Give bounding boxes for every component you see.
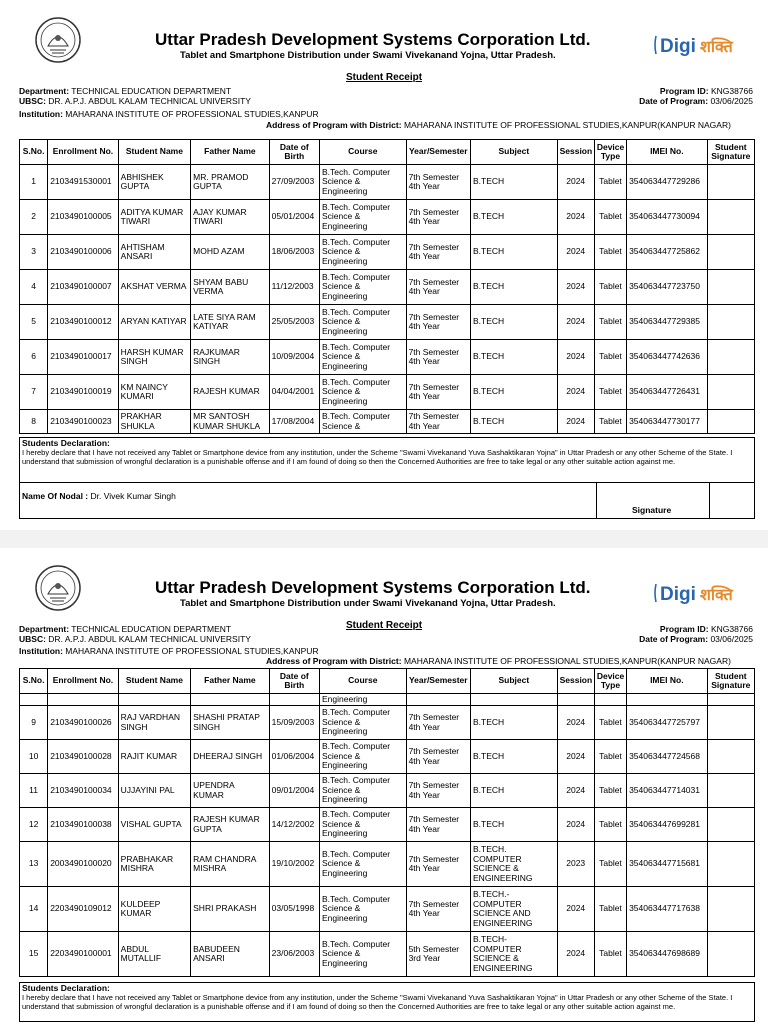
table-cell: 2103490100028 <box>48 740 118 774</box>
table-cell: 2103490100007 <box>48 270 118 305</box>
table-cell: B.TECH <box>471 808 558 842</box>
table-cell: 2103490100005 <box>48 200 118 235</box>
table-cell <box>406 694 470 706</box>
table-cell: 14/12/2002 <box>269 808 319 842</box>
table-cell: UPENDRA KUMAR <box>191 774 270 808</box>
table-row <box>20 740 755 774</box>
table-cell: 23/06/2003 <box>269 932 319 977</box>
table-cell: B.TECH <box>471 235 558 270</box>
column-header: Year/Semester <box>406 669 470 694</box>
table-cell: 354063447724568 <box>627 740 708 774</box>
student-table <box>19 139 755 434</box>
digishakti-logo <box>652 28 752 62</box>
table-header-row <box>20 140 755 165</box>
table-cell: B.TECH <box>471 165 558 200</box>
table-row <box>20 410 755 434</box>
table-cell: 11/12/2003 <box>269 270 319 305</box>
table-cell: 7 <box>20 375 48 410</box>
table-cell: 354063447715681 <box>627 842 708 887</box>
table-cell: B.Tech. Computer Science & Engineering <box>320 165 407 200</box>
table-row <box>20 694 755 706</box>
table-cell: 2024 <box>557 375 594 410</box>
table-cell: 3 <box>20 235 48 270</box>
column-header: IMEI No. <box>627 669 708 694</box>
table-cell: 2024 <box>557 200 594 235</box>
table-cell: 7th Semester 4th Year <box>406 200 470 235</box>
table-row <box>20 774 755 808</box>
table-cell: 12 <box>20 808 48 842</box>
table-cell: 354063447698689 <box>627 932 708 977</box>
table-cell: 5th Semester 3rd Year <box>406 932 470 977</box>
table-cell: RAJIT KUMAR <box>118 740 190 774</box>
table-cell: Engineering <box>320 694 407 706</box>
up-government-emblem-icon <box>34 16 82 64</box>
table-cell: 2203490109012 <box>48 887 118 932</box>
table-cell: 2024 <box>557 270 594 305</box>
table-cell: 5 <box>20 305 48 340</box>
table-cell: B.TECH <box>471 375 558 410</box>
table-cell: 27/09/2003 <box>269 165 319 200</box>
table-cell: ABDUL MUTALLIF <box>118 932 190 977</box>
table-cell: KM NAINCY KUMARI <box>118 375 190 410</box>
table-cell: B.Tech. Computer Science & Engineering <box>320 706 407 740</box>
table-cell: 7th Semester 4th Year <box>406 887 470 932</box>
table-cell <box>707 842 754 887</box>
table-row <box>20 235 755 270</box>
table-cell: 13 <box>20 842 48 887</box>
ubsc-line: UBSC: DR. A.P.J. ABDUL KALAM TECHNICAL UNIVERSITY <box>19 634 251 644</box>
table-cell <box>707 740 754 774</box>
table-cell: Tablet <box>594 235 626 270</box>
table-cell: MR. PRAMOD GUPTA <box>191 165 270 200</box>
table-row <box>20 887 755 932</box>
table-cell: 2203490100001 <box>48 932 118 977</box>
table-cell <box>707 200 754 235</box>
column-header: Father Name <box>191 140 270 165</box>
table-cell: 18/06/2003 <box>269 235 319 270</box>
table-cell <box>557 694 594 706</box>
table-cell: 2024 <box>557 887 594 932</box>
column-header: Date of Birth <box>269 140 319 165</box>
table-cell: 2024 <box>557 740 594 774</box>
students-declaration <box>19 437 755 483</box>
table-cell: 2103490100038 <box>48 808 118 842</box>
address-line: Address of Program with District: MAHARANA INSTITUTE OF PROFESSIONAL STUDIES,KANPUR(KANPUR NAGAR) <box>266 656 731 666</box>
column-header: Father Name <box>191 669 270 694</box>
table-cell: 354063447723750 <box>627 270 708 305</box>
table-cell: UJJAYINI PAL <box>118 774 190 808</box>
table-cell: 354063447717638 <box>627 887 708 932</box>
table-cell <box>471 694 558 706</box>
declaration-text: I hereby declare that I have not received any Tablet or Smartphone device from any institution, under the Scheme "Swami Vivekanand Yuva Sashaktikaran Yojna" in Uttar Pradesh or any other Scheme of the State. I understand that submission of wrongful declaration is a punishable offense and if I am found of doing so then the Concerned Authorities are free to take legal or any other suitable action against me. <box>22 993 733 1011</box>
table-row <box>20 270 755 305</box>
column-header: Device Type <box>594 669 626 694</box>
table-cell: 7th Semester 4th Year <box>406 842 470 887</box>
table-cell: 2024 <box>557 932 594 977</box>
column-header: Student Name <box>118 669 190 694</box>
receipt-title: Student Receipt <box>345 620 423 631</box>
table-row <box>20 842 755 887</box>
table-cell: ADITYA KUMAR TIWARI <box>118 200 190 235</box>
svg-text:शक्ति: शक्ति <box>700 37 733 56</box>
table-cell: RAJKUMAR SINGH <box>191 340 270 375</box>
department-line: Department: TECHNICAL EDUCATION DEPARTMENT <box>19 86 232 96</box>
table-body <box>20 165 755 434</box>
column-header: Session <box>557 140 594 165</box>
table-cell: Tablet <box>594 774 626 808</box>
table-cell: ARYAN KATIYAR <box>118 305 190 340</box>
table-cell: B.TECH. COMPUTER SCIENCE & ENGINEERING <box>471 842 558 887</box>
table-cell: HARSH KUMAR SINGH <box>118 340 190 375</box>
table-cell: 7th Semester 4th Year <box>406 774 470 808</box>
table-cell: AHTISHAM ANSARI <box>118 235 190 270</box>
table-cell: 04/04/2001 <box>269 375 319 410</box>
nodal-block <box>19 483 755 519</box>
table-cell: B.TECH <box>471 305 558 340</box>
receipt-title: Student Receipt <box>345 72 423 83</box>
table-cell: ABHISHEK GUPTA <box>118 165 190 200</box>
table-cell: 2024 <box>557 165 594 200</box>
table-cell: B.TECH <box>471 270 558 305</box>
table-cell: RAM CHANDRA MISHRA <box>191 842 270 887</box>
table-cell: BABUDEEN ANSARI <box>191 932 270 977</box>
table-cell: SHASHI PRATAP SINGH <box>191 706 270 740</box>
table-row <box>20 932 755 977</box>
table-cell: B.Tech. Computer Science & Engineering <box>320 270 407 305</box>
table-cell: SHYAM BABU VERMA <box>191 270 270 305</box>
table-cell: B.TECH <box>471 706 558 740</box>
table-cell <box>20 694 48 706</box>
signature-label: Signature <box>632 505 672 515</box>
table-cell: 2024 <box>557 808 594 842</box>
table-cell: Tablet <box>594 165 626 200</box>
table-cell: 7th Semester 4th Year <box>406 808 470 842</box>
table-cell: 2103491530001 <box>48 165 118 200</box>
table-cell: 14 <box>20 887 48 932</box>
table-cell: B.Tech. Computer Science & Engineering <box>320 932 407 977</box>
table-cell: PRABHAKAR MISHRA <box>118 842 190 887</box>
table-cell <box>707 305 754 340</box>
institution-line: Institution: MAHARANA INSTITUTE OF PROFESSIONAL STUDIES,KANPUR <box>19 109 319 119</box>
table-cell: SHRI PRAKASH <box>191 887 270 932</box>
table-cell <box>707 410 754 434</box>
page-header <box>0 0 768 66</box>
table-cell: 09/01/2004 <box>269 774 319 808</box>
table-cell: AKSHAT VERMA <box>118 270 190 305</box>
column-header: Student Signature <box>707 140 754 165</box>
column-header: Device Type <box>594 140 626 165</box>
table-cell: 17/08/2004 <box>269 410 319 434</box>
table-cell: 7th Semester 4th Year <box>406 740 470 774</box>
svg-text:Digi: Digi <box>660 36 696 57</box>
column-header: Date of Birth <box>269 669 319 694</box>
declaration-title: Students Declaration: <box>22 438 110 448</box>
table-cell <box>707 235 754 270</box>
table-cell: 01/06/2004 <box>269 740 319 774</box>
table-cell: MOHD AZAM <box>191 235 270 270</box>
table-cell: RAJ VARDHAN SINGH <box>118 706 190 740</box>
table-cell: Tablet <box>594 305 626 340</box>
table-cell: Tablet <box>594 270 626 305</box>
table-cell: 2024 <box>557 706 594 740</box>
table-cell: 2003490100020 <box>48 842 118 887</box>
table-cell: 7th Semester 4th Year <box>406 340 470 375</box>
department-line: Department: TECHNICAL EDUCATION DEPARTMENT <box>19 624 232 634</box>
column-header: S.No. <box>20 669 48 694</box>
table-cell: 354063447699281 <box>627 808 708 842</box>
table-cell: 2103490100019 <box>48 375 118 410</box>
table-cell: 9 <box>20 706 48 740</box>
table-cell: 354063447742636 <box>627 340 708 375</box>
table-cell: 2024 <box>557 410 594 434</box>
students-declaration <box>19 982 755 1022</box>
table-cell: RAJESH KUMAR GUPTA <box>191 808 270 842</box>
table-cell: Tablet <box>594 410 626 434</box>
table-cell: B.Tech. Computer Science & <box>320 410 407 434</box>
table-cell: 19/10/2002 <box>269 842 319 887</box>
table-cell: 2024 <box>557 774 594 808</box>
table-cell <box>118 694 190 706</box>
org-title: Uttar Pradesh Development Systems Corporation Ltd. <box>155 578 591 597</box>
table-cell: B.TECH- COMPUTER SCIENCE & ENGINEERING <box>471 932 558 977</box>
page-separator <box>0 530 768 548</box>
table-cell: 2023 <box>557 842 594 887</box>
table-row <box>20 808 755 842</box>
table-cell: 2103490100026 <box>48 706 118 740</box>
table-cell: Tablet <box>594 706 626 740</box>
table-cell: B.TECH.- COMPUTER SCIENCE AND ENGINEERING <box>471 887 558 932</box>
table-cell: 10/09/2004 <box>269 340 319 375</box>
table-cell <box>707 165 754 200</box>
table-cell: B.TECH <box>471 774 558 808</box>
table-cell: B.TECH <box>471 340 558 375</box>
table-cell <box>269 694 319 706</box>
program-subtitle: Tablet and Smartphone Distribution under Swami Vivekanand Yojna, Uttar Pradesh. <box>180 50 556 61</box>
table-cell: VISHAL GUPTA <box>118 808 190 842</box>
table-cell: B.Tech. Computer Science & Engineering <box>320 842 407 887</box>
column-header: Enrollment No. <box>48 669 118 694</box>
table-cell: 2024 <box>557 235 594 270</box>
table-cell: 05/01/2004 <box>269 200 319 235</box>
svg-text:Digi: Digi <box>660 584 696 605</box>
table-cell: 1 <box>20 165 48 200</box>
table-cell: 354063447726431 <box>627 375 708 410</box>
table-body <box>20 694 755 977</box>
column-header: S.No. <box>20 140 48 165</box>
table-cell: B.TECH <box>471 410 558 434</box>
table-cell: B.TECH <box>471 200 558 235</box>
table-cell: B.Tech. Computer Science & Engineering <box>320 375 407 410</box>
table-cell: 354063447730177 <box>627 410 708 434</box>
program-id: Program ID: KNG38766 <box>659 624 753 634</box>
table-cell: B.Tech. Computer Science & Engineering <box>320 774 407 808</box>
table-cell: Tablet <box>594 842 626 887</box>
column-header: Student Signature <box>707 669 754 694</box>
institution-line: Institution: MAHARANA INSTITUTE OF PROFESSIONAL STUDIES,KANPUR <box>19 646 319 656</box>
table-cell <box>191 694 270 706</box>
program-subtitle: Tablet and Smartphone Distribution under Swami Vivekanand Yojna, Uttar Pradesh. <box>180 598 556 609</box>
table-cell: DHEERAJ SINGH <box>191 740 270 774</box>
table-cell: B.TECH <box>471 740 558 774</box>
table-cell: RAJESH KUMAR <box>191 375 270 410</box>
table-cell: PRAKHAR SHUKLA <box>118 410 190 434</box>
table-row <box>20 305 755 340</box>
table-cell: 7th Semester 4th Year <box>406 706 470 740</box>
table-cell: MR SANTOSH KUMAR SHUKLA <box>191 410 270 434</box>
table-cell <box>707 808 754 842</box>
table-cell: B.Tech. Computer Science & Engineering <box>320 305 407 340</box>
table-cell: 2103490100034 <box>48 774 118 808</box>
table-cell: 2024 <box>557 305 594 340</box>
table-cell: LATE SIYA RAM KATIYAR <box>191 305 270 340</box>
table-cell: Tablet <box>594 932 626 977</box>
table-cell: 15 <box>20 932 48 977</box>
table-cell <box>707 887 754 932</box>
svg-text:शक्ति: शक्ति <box>700 585 733 604</box>
table-cell: 354063447714031 <box>627 774 708 808</box>
table-cell: 7th Semester 4th Year <box>406 165 470 200</box>
table-cell: B.Tech. Computer Science & Engineering <box>320 808 407 842</box>
student-table <box>19 668 755 977</box>
nodal-name: Name Of Nodal : Dr. Vivek Kumar Singh <box>22 491 176 501</box>
table-row <box>20 706 755 740</box>
table-cell <box>707 774 754 808</box>
table-cell <box>707 694 754 706</box>
table-cell: 2103490100012 <box>48 305 118 340</box>
table-cell: 03/05/1998 <box>269 887 319 932</box>
table-cell: Tablet <box>594 340 626 375</box>
table-header-row <box>20 669 755 694</box>
table-cell: Tablet <box>594 808 626 842</box>
table-cell <box>594 694 626 706</box>
table-cell: Tablet <box>594 375 626 410</box>
declaration-title: Students Declaration: <box>22 983 110 993</box>
table-cell: 354063447725797 <box>627 706 708 740</box>
table-row <box>20 200 755 235</box>
table-cell <box>707 270 754 305</box>
table-row <box>20 340 755 375</box>
table-cell: Tablet <box>594 740 626 774</box>
table-cell: 2103490100023 <box>48 410 118 434</box>
up-government-emblem-icon <box>34 564 82 612</box>
table-cell <box>707 932 754 977</box>
column-header: Course <box>320 669 407 694</box>
table-cell: 354063447730094 <box>627 200 708 235</box>
table-cell: 6 <box>20 340 48 375</box>
table-cell: 354063447729385 <box>627 305 708 340</box>
table-cell <box>707 375 754 410</box>
table-cell: 4 <box>20 270 48 305</box>
column-header: Session <box>557 669 594 694</box>
table-cell: B.Tech. Computer Science & Engineering <box>320 235 407 270</box>
table-cell: 7th Semester 4th Year <box>406 305 470 340</box>
table-cell: KULDEEP KUMAR <box>118 887 190 932</box>
table-cell: 10 <box>20 740 48 774</box>
table-cell: 2024 <box>557 340 594 375</box>
table-cell: 7th Semester 4th Year <box>406 375 470 410</box>
table-cell <box>627 694 708 706</box>
address-line: Address of Program with District: MAHARANA INSTITUTE OF PROFESSIONAL STUDIES,KANPUR(KANPUR NAGAR) <box>266 120 731 130</box>
ubsc-line: UBSC: DR. A.P.J. ABDUL KALAM TECHNICAL UNIVERSITY <box>19 96 251 106</box>
table-cell: 354063447725862 <box>627 235 708 270</box>
column-header: Year/Semester <box>406 140 470 165</box>
column-header: IMEI No. <box>627 140 708 165</box>
table-cell: 2103490100006 <box>48 235 118 270</box>
digishakti-logo <box>652 576 752 610</box>
table-cell: B.Tech. Computer Science & Engineering <box>320 740 407 774</box>
table-row <box>20 375 755 410</box>
table-cell: 7th Semester 4th Year <box>406 270 470 305</box>
table-cell: AJAY KUMAR TIWARI <box>191 200 270 235</box>
column-header: Subject <box>471 669 558 694</box>
column-header: Subject <box>471 140 558 165</box>
table-cell: Tablet <box>594 887 626 932</box>
table-row <box>20 165 755 200</box>
table-cell: Tablet <box>594 200 626 235</box>
table-cell <box>48 694 118 706</box>
table-cell <box>707 706 754 740</box>
column-header: Enrollment No. <box>48 140 118 165</box>
table-cell: 7th Semester 4th Year <box>406 410 470 434</box>
table-cell: B.Tech. Computer Science & Engineering <box>320 887 407 932</box>
declaration-text: I hereby declare that I have not received any Tablet or Smartphone device from any institution, under the Scheme "Swami Vivekanand Yuva Sashaktikaran Yojna" in Uttar Pradesh or any other Scheme of the State. I understand that submission of wrongful declaration is a punishable offense and if I am found of doing so then the Concerned Authorities are free to take legal or any other suitable action against me. <box>22 448 733 466</box>
table-cell: B.Tech. Computer Science & Engineering <box>320 200 407 235</box>
column-header: Course <box>320 140 407 165</box>
receipt-page-2 <box>0 548 768 1024</box>
table-cell: 2103490100017 <box>48 340 118 375</box>
table-cell: B.Tech. Computer Science & Engineering <box>320 340 407 375</box>
table-cell: 8 <box>20 410 48 434</box>
table-cell: 7th Semester 4th Year <box>406 235 470 270</box>
table-cell: 2 <box>20 200 48 235</box>
table-cell: 11 <box>20 774 48 808</box>
table-cell: 15/09/2003 <box>269 706 319 740</box>
table-cell: 25/05/2003 <box>269 305 319 340</box>
program-id: Program ID: KNG38766 <box>659 86 753 96</box>
program-date: Date of Program: 03/06/2025 <box>639 634 753 644</box>
program-date: Date of Program: 03/06/2025 <box>639 96 753 106</box>
table-cell <box>707 340 754 375</box>
table-cell: 354063447729286 <box>627 165 708 200</box>
column-header: Student Name <box>118 140 190 165</box>
org-title: Uttar Pradesh Development Systems Corporation Ltd. <box>155 30 591 49</box>
page-header <box>0 548 768 614</box>
